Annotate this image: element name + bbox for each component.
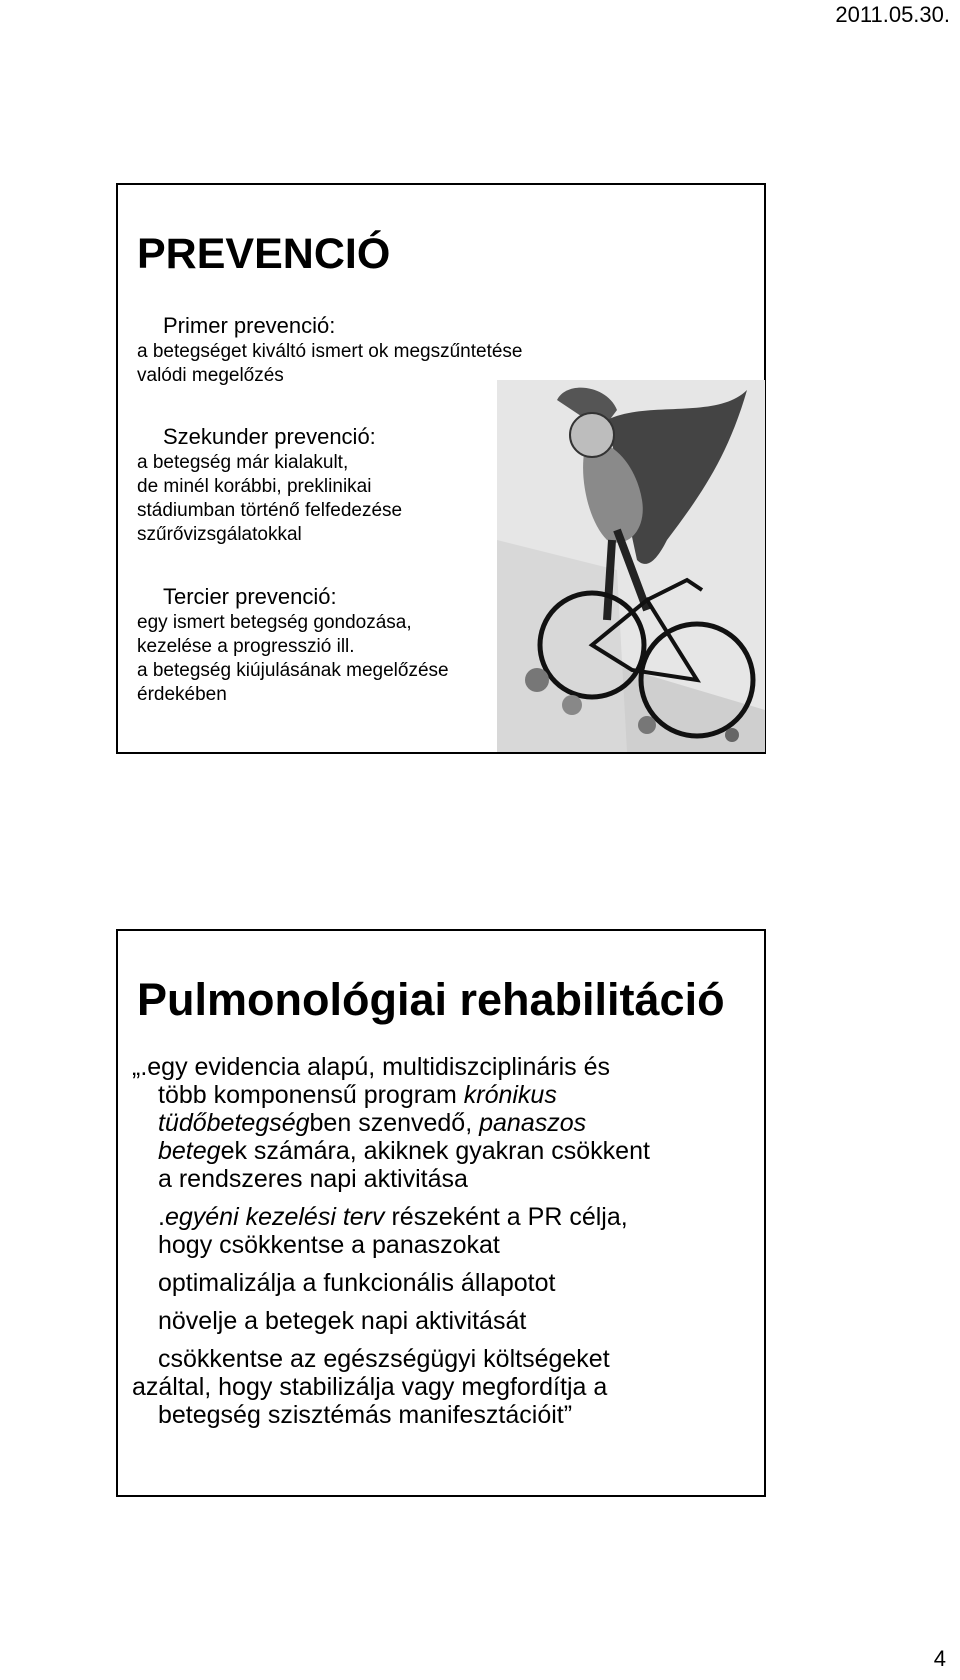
text-line: a betegség már kialakult, — [137, 452, 349, 473]
text-line — [132, 1203, 650, 1231]
slide-pulmonologiai-rehabilitacio — [116, 929, 766, 1497]
section-szekunder — [137, 423, 402, 547]
text-line: a betegség kiújulásának megelőzése — [137, 660, 449, 681]
header-date: 2011.05.30. — [835, 2, 950, 27]
cyclist-cartoon-illustration — [497, 380, 765, 752]
slide-prevencio — [116, 183, 766, 754]
text-line — [132, 1053, 650, 1081]
text-line — [132, 1109, 650, 1137]
text-line — [132, 1401, 650, 1429]
slide-title: PREVENCIÓ — [137, 230, 391, 278]
text-segment: betegség szisztémás manifesztációit — [158, 1401, 564, 1429]
text-segment: részeként a PR célja, — [384, 1203, 628, 1231]
section-tercier — [137, 583, 449, 707]
text-segment: ek számára, akiknek gyakran csökkent — [220, 1137, 650, 1165]
text-segment-italic: krónikus — [463, 1081, 557, 1109]
section-primer — [137, 312, 522, 388]
text-line: csökkentse az egészségügyi költségeket — [158, 1345, 610, 1373]
text-line: valódi megelőzés — [137, 365, 284, 386]
text-segment: .egy evidencia alapú, multidiszciplináris és — [140, 1053, 611, 1081]
text-line: egy ismert betegség gondozása, — [137, 612, 412, 633]
text-line: optimalizálja a funkcionális állapotot — [158, 1269, 556, 1297]
text-line: növelje a betegek napi aktivitását — [158, 1307, 527, 1335]
text-segment: több komponensű program — [158, 1081, 464, 1109]
text-segment-italic: egyéni kezelési terv — [164, 1203, 385, 1231]
open-quote: „ — [132, 1053, 141, 1081]
section-heading: Szekunder prevenció: — [163, 424, 376, 449]
text-line: a rendszeres napi aktivitása — [158, 1165, 468, 1193]
section-heading: Primer prevenció: — [163, 313, 336, 338]
text-line: érdekében — [137, 684, 227, 705]
slide-title: Pulmonológiai rehabilitáció — [137, 974, 725, 1025]
text-segment: . — [158, 1203, 165, 1231]
slide-body — [132, 1053, 650, 1429]
text-line: a betegséget kiváltó ismert ok megszűntetése — [137, 341, 523, 362]
text-segment-italic: beteg — [158, 1137, 221, 1165]
text-line: stádiumban történő felfedezése — [137, 500, 403, 521]
text-segment-italic: tüdőbetegség — [158, 1109, 310, 1137]
page-number: 4 — [933, 1646, 946, 1671]
text-line: de minél korábbi, preklinikai — [137, 476, 372, 497]
text-line: azáltal, hogy stabilizálja vagy megfordítja a — [132, 1373, 608, 1401]
close-quote: ” — [563, 1401, 573, 1429]
text-line: hogy csökkentse a panaszokat — [158, 1231, 500, 1259]
text-segment: ben szenvedő, — [309, 1109, 480, 1137]
text-line — [132, 1081, 650, 1109]
text-segment-italic: panaszos — [479, 1109, 587, 1137]
text-line: kezelése a progresszió ill. — [137, 636, 355, 657]
text-line — [132, 1137, 650, 1165]
section-heading: Tercier prevenció: — [163, 584, 337, 609]
text-line: szűrővizsgálatokkal — [137, 524, 302, 545]
